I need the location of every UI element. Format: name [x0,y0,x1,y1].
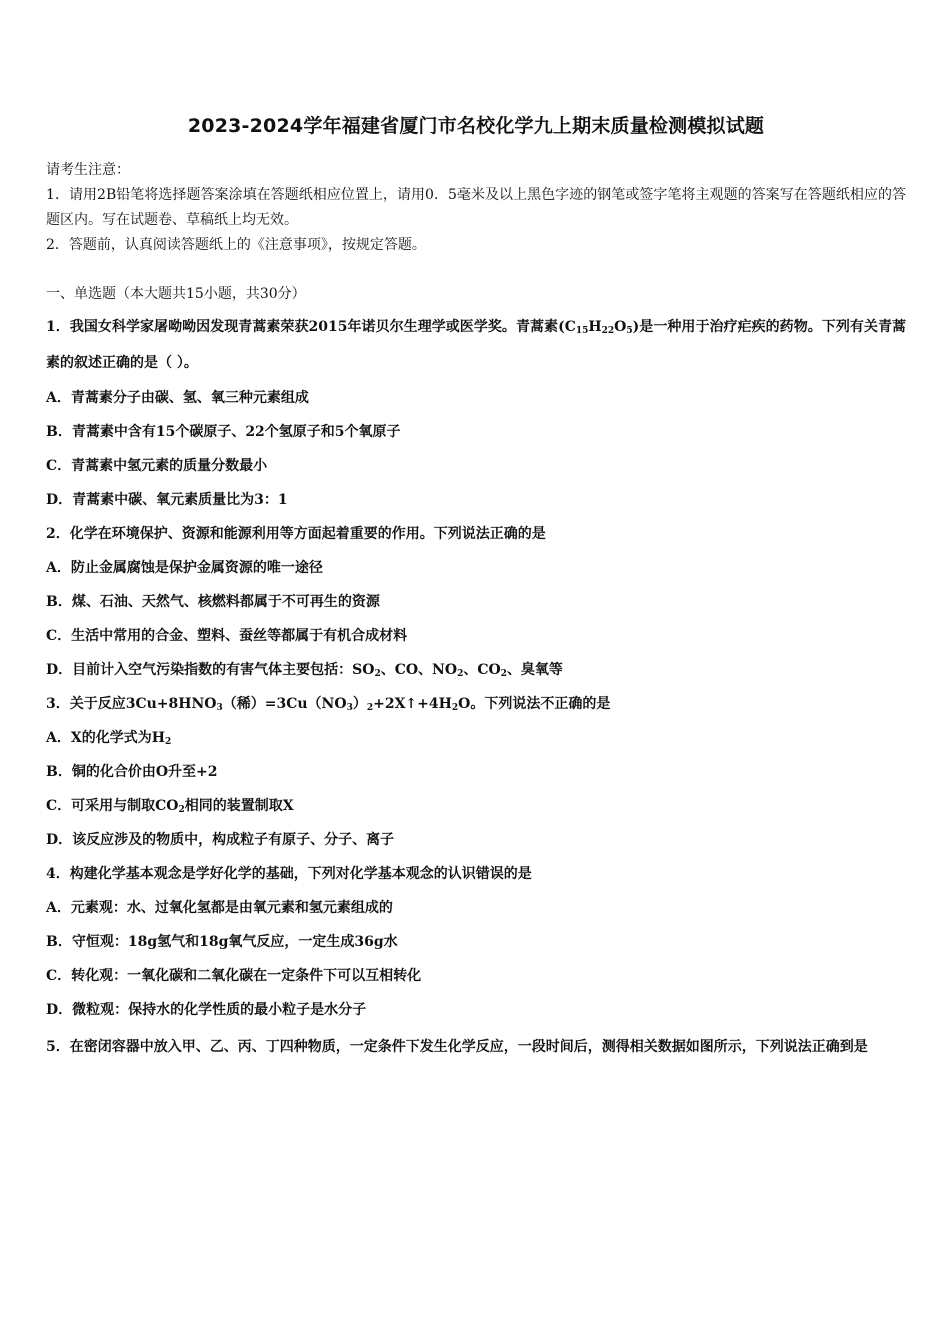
question-2 [46,517,906,687]
question-1 [46,309,906,517]
spacer [46,258,906,281]
question-5 [46,1029,906,1065]
question-stem: 1．我国女科学家屠呦呦因发现青蒿素荣获2015年诺贝尔生理学或医学奖。青蒿素$(C_{15}H_{22}O_5)$是一种用于治疗疟疾的药物。下列有关青蒿素的叙述正确的是（ ）。 [46,319,906,371]
question-4 [46,857,906,1027]
question-3 [46,687,906,857]
notice-block [46,158,906,258]
question-stem: 5．在密闭容器中放入甲、乙、丙、丁四种物质，一定条件下发生化学反应，一段时间后，测得相关数据如图所示，下列说法正确到是 [46,1039,868,1055]
option-d: D．青蒿素中碳、氧元素质量比为3：1 [46,492,288,508]
option-a: A．防止金属腐蚀是保护金属资源的唯一途径 [46,560,323,576]
question-stem: 3．关于反应$3Cu+8HNO_3$（稀）$=3Cu(NO_3)_2+2X↑+4H_2O$。下列说法不正确的是 [46,696,611,713]
question-stem: 2．化学在环境保护、资源和能源利用等方面起着重要的作用。下列说法正确的是 [46,526,546,542]
option-d: D．微粒观：保持水的化学性质的最小粒子是水分子 [46,1002,367,1018]
notice-item-1: 1．请用2B铅笔将选择题答案涂填在答题纸相应位置上，请用0．5毫米及以上黑色字迹的钢笔或签字笔将主观题的答案写在答题纸相应的答题区内。写在试题卷、草稿纸上均无效。 [46,187,906,228]
notice-heading: 请考生注意： [46,162,130,178]
option-b: B．守恒观：18g氢气和18g氧气反应，一定生成36g水 [46,934,398,950]
option-b: B．煤、石油、天然气、核燃料都属于不可再生的资源 [46,594,380,610]
option-d: D．该反应涉及的物质中，构成粒子有原子、分子、离子 [46,832,395,848]
option-d: D．目前计入空气污染指数的有害气体主要包括：$SO_2$、CO、$NO_2$、$CO_2$、臭氧等 [46,662,563,679]
option-c: C．青蒿素中氢元素的质量分数最小 [46,458,268,474]
notice-item-2: 2．答题前，认真阅读答题纸上的《注意事项》，按规定答题。 [46,237,426,253]
option-a: A．X的化学式为$H_2$ [46,730,172,747]
option-a: A．青蒿素分子由碳、氢、氧三种元素组成 [46,390,309,406]
option-b: B．青蒿素中含有15个碳原子、22个氢原子和5个氧原子 [46,424,401,440]
option-a: A．元素观：水、过氧化氢都是由氧元素和氢元素组成的 [46,900,393,916]
option-c: C．可采用与制取$CO_2$相同的装置制取X [46,798,294,815]
section-heading: 一、单选题（本大题共15小题，共30分） [46,286,306,302]
option-c: C．转化观：一氧化碳和二氧化碳在一定条件下可以互相转化 [46,968,422,984]
option-c: C．生活中常用的合金、塑料、蚕丝等都属于有机合成材料 [46,628,408,644]
option-b: B．铜的化合价由O升至+2 [46,764,218,780]
page-title: 2023-2024学年福建省厦门市名校化学九上期末质量检测模拟试题 [187,115,765,137]
question-stem: 4．构建化学基本观念是学好化学的基础，下列对化学基本观念的认识错误的是 [46,866,532,882]
